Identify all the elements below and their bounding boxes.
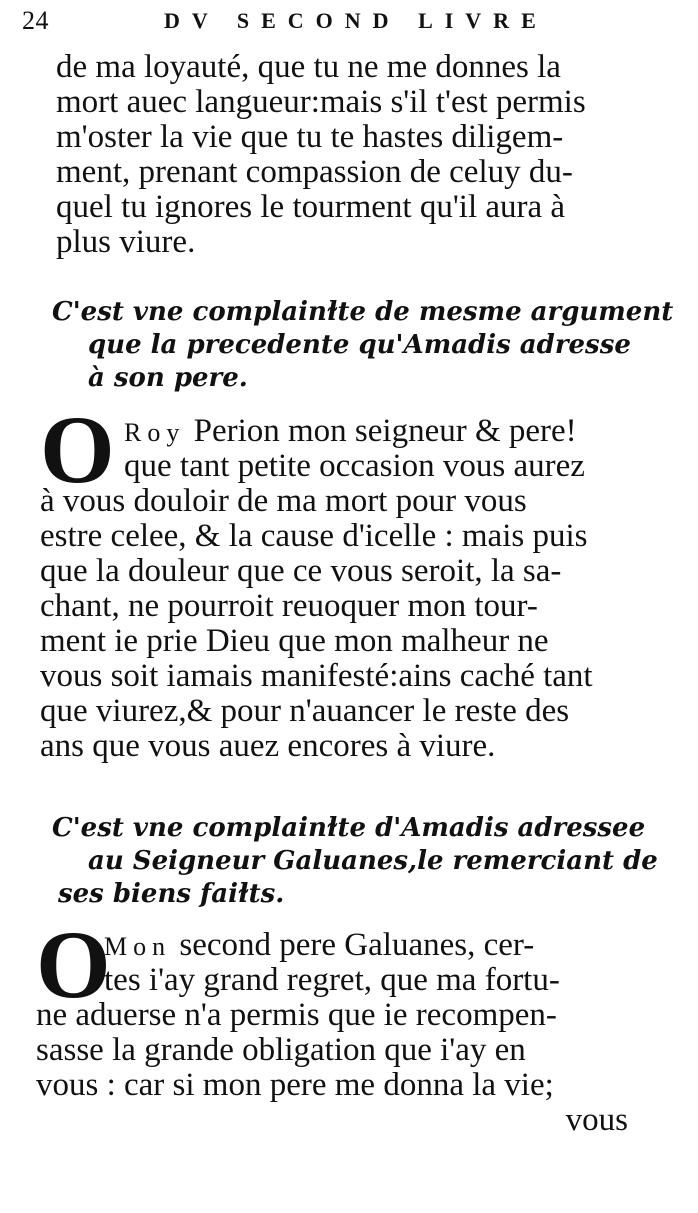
page-header	[22, 6, 662, 46]
text-line	[40, 414, 650, 449]
text-line-rest: second pere Galuanes, cer-	[179, 927, 535, 963]
text-line: m'oster la vie que tu te hastes diligem-	[56, 119, 564, 155]
text-line: estre celee, & la cause d'icelle : mais puis	[40, 518, 588, 554]
text-line: ment ie prie Dieu que mon malheur ne	[40, 623, 549, 659]
section-heading	[52, 812, 658, 911]
text-line: tes i'ay grand regret, que ma fortu-	[104, 962, 560, 998]
text-line: ne aduerse n'a permis que ie recompen-	[36, 997, 557, 1033]
text-line: mort auec langueur:mais s'il t'est permis	[56, 84, 586, 120]
text-line: à vous douloir de ma mort pour vous	[40, 483, 527, 519]
text-line: ment, prenant compassion de celuy du-	[56, 154, 573, 190]
page-number: 24	[22, 6, 49, 35]
text-line: que la douleur que ce vous seroit, la sa-	[40, 553, 562, 589]
heading-line: C'est vne complainɫte d'Amadis adressee	[52, 813, 646, 843]
first-word: Mon	[104, 932, 172, 961]
catchword: vous	[565, 1102, 628, 1138]
heading-line: C'est vne complainɫte de mesme argument	[52, 297, 674, 327]
text-line-rest: Perion mon seigneur & pere!	[193, 413, 577, 449]
paragraph-continuation	[56, 50, 656, 260]
drop-cap: O	[36, 911, 111, 1018]
text-line: sasse la grande obligation que i'ay en	[36, 1032, 526, 1068]
heading-line: au Seigneur Galuanes,le remerciant de	[88, 846, 658, 876]
text-line: vous : car si mon pere me donna la vie;	[36, 1067, 554, 1103]
text-line: plus viure.	[56, 224, 196, 260]
text-line: vous soit iamais manifesté:ains caché tant	[40, 658, 593, 694]
first-word: Roy	[124, 418, 186, 447]
drop-cap: O	[40, 396, 115, 503]
text-line: de ma loyauté, que tu ne me donnes la	[56, 49, 561, 85]
heading-line: que la precedente qu'Amadis adresse	[88, 330, 631, 360]
text-line: ans que vous auez encores à viure.	[40, 728, 496, 764]
running-title: DV SECOND LIVRE	[164, 8, 548, 33]
section-heading	[52, 296, 674, 395]
text-line: que tant petite occasion vous aurez	[124, 448, 585, 484]
text-line	[36, 928, 650, 963]
paragraph-complainte-galuanes	[36, 928, 650, 1138]
text-line: quel tu ignores le tourment qu'il aura à	[56, 189, 566, 225]
text-line: que viurez,& pour n'auancer le reste des	[40, 693, 570, 729]
heading-line: à son pere.	[88, 363, 248, 393]
heading-line: ses biens faiɫts.	[58, 879, 285, 909]
text-line: chant, ne pourroit reuoquer mon tour-	[40, 588, 538, 624]
paragraph-complainte-perion	[40, 414, 650, 764]
